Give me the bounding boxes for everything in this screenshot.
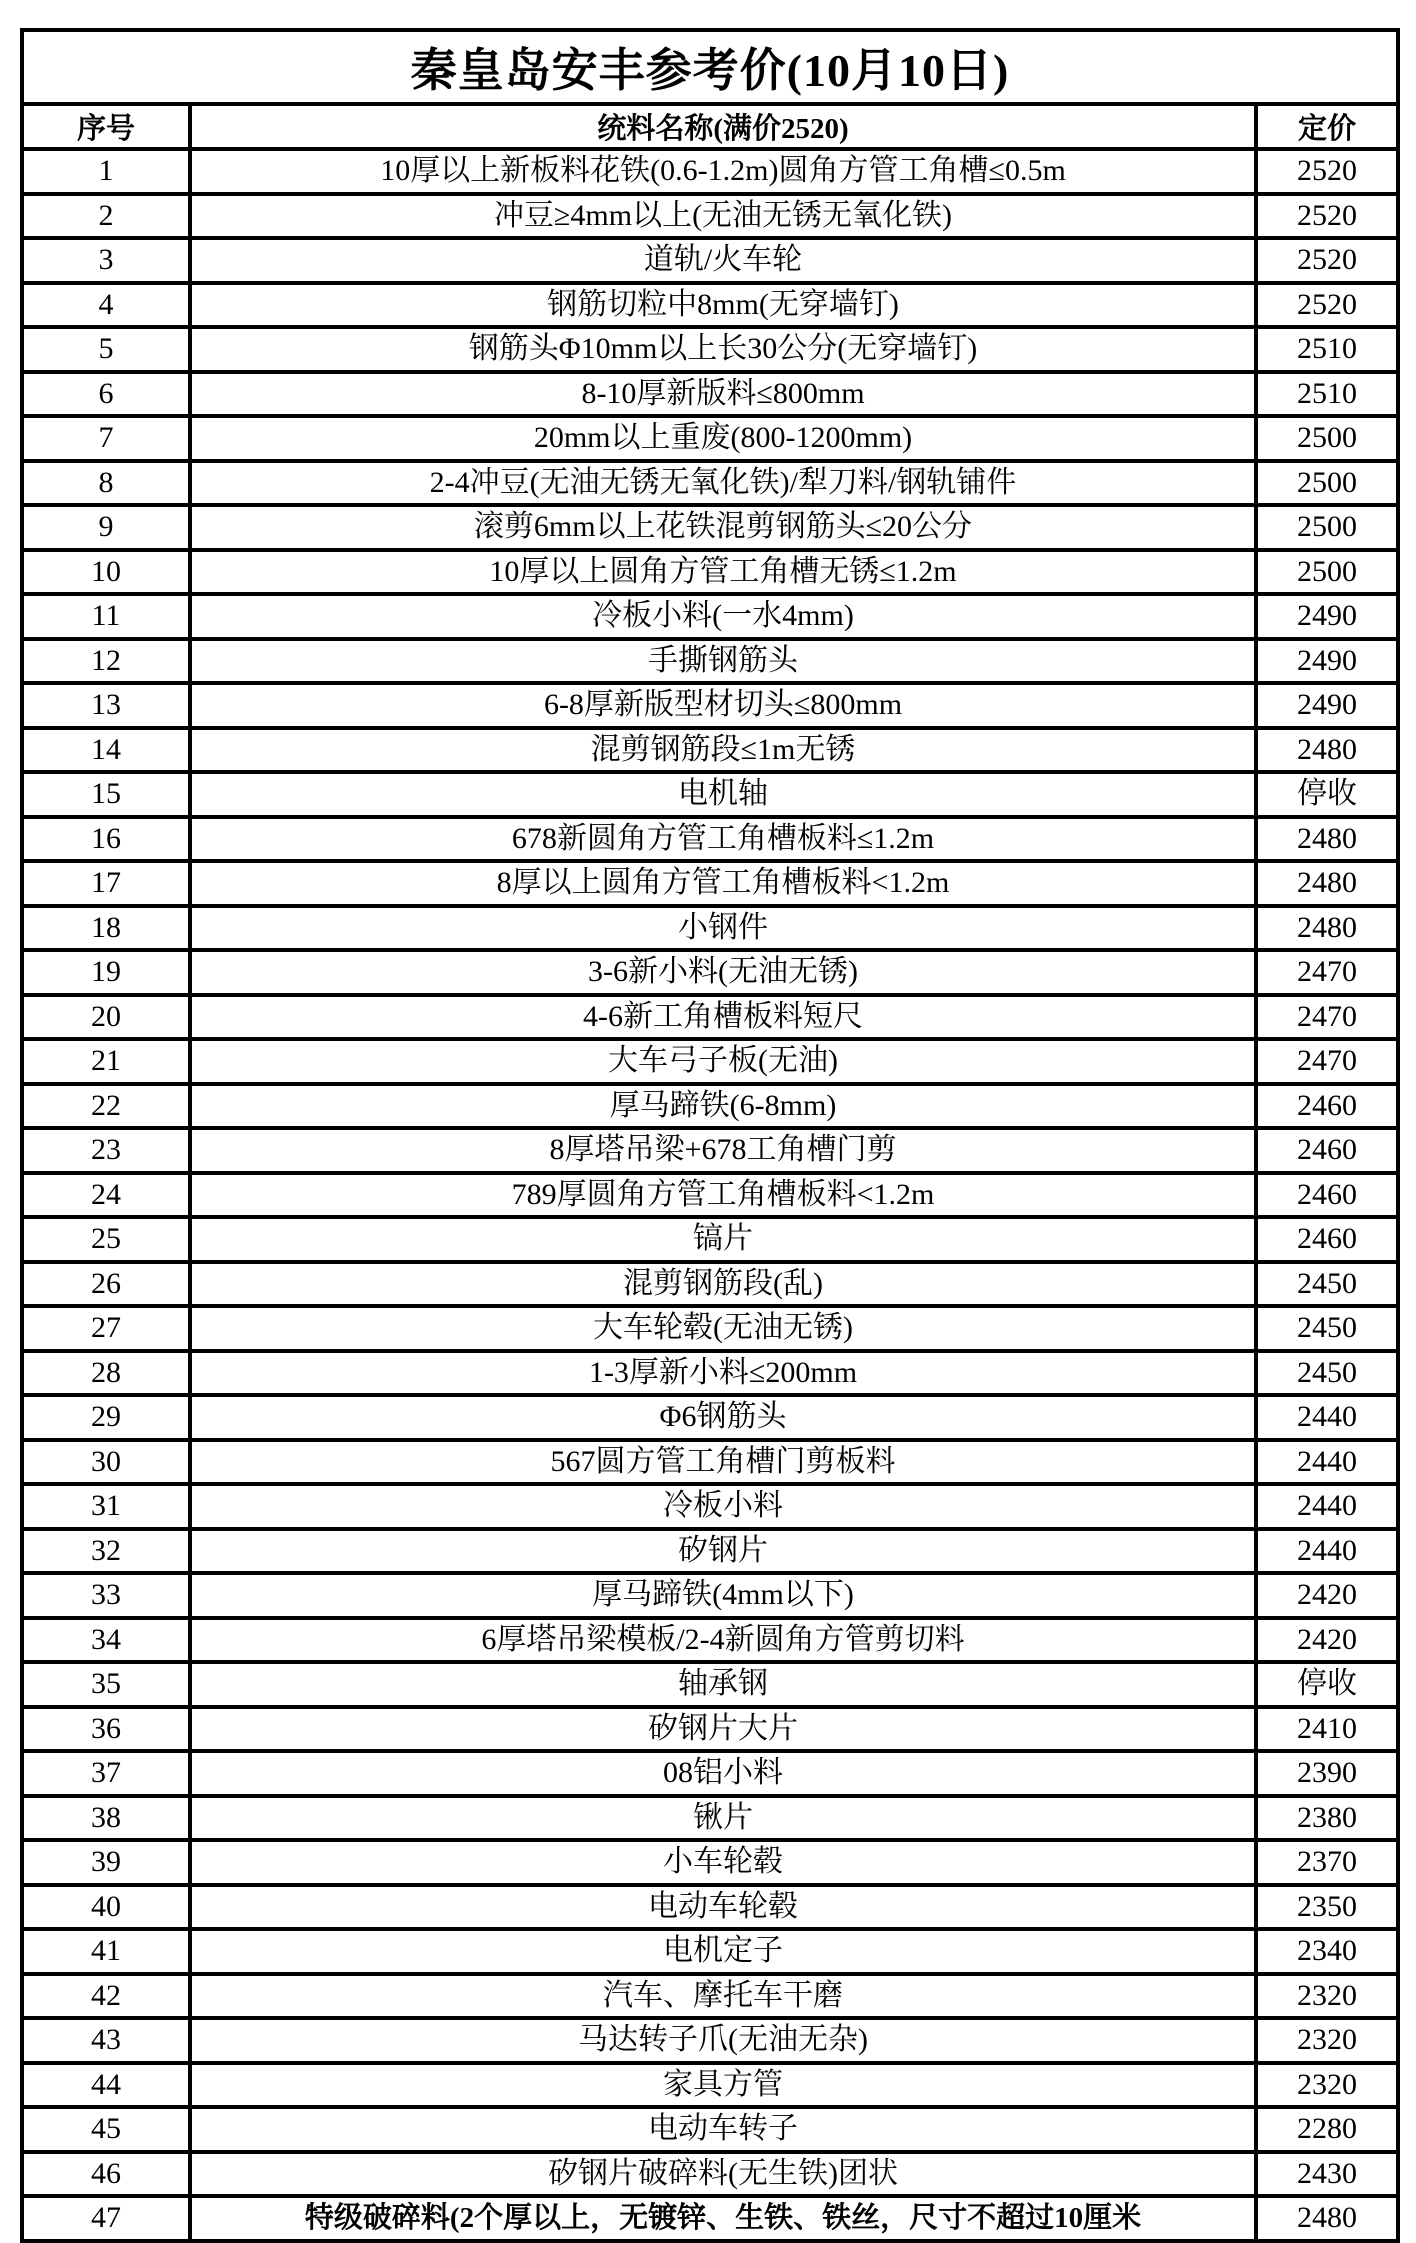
row-serial-number: 23 [22,1128,190,1173]
material-name: 镐片 [190,1217,1256,1262]
row-serial-number: 3 [22,238,190,283]
price-value: 停收 [1256,772,1398,817]
row-serial-number: 14 [22,728,190,773]
price-value: 2440 [1256,1484,1398,1529]
price-value: 2440 [1256,1440,1398,1485]
table-row [22,1351,1398,1396]
row-serial-number: 12 [22,639,190,684]
row-serial-number: 33 [22,1573,190,1618]
row-serial-number: 28 [22,1351,190,1396]
material-name: 大车轮毂(无油无锈) [190,1306,1256,1351]
price-value: 2430 [1256,2152,1398,2197]
column-header-price: 定价 [1256,104,1398,149]
price-value: 2450 [1256,1306,1398,1351]
row-serial-number: 43 [22,2018,190,2063]
material-name: 道轨/火车轮 [190,238,1256,283]
table-row [22,772,1398,817]
price-value: 2510 [1256,372,1398,417]
material-name: 钢筋头Φ10mm以上长30公分(无穿墙钉) [190,327,1256,372]
material-name: 混剪钢筋段(乱) [190,1262,1256,1307]
price-value: 2450 [1256,1351,1398,1396]
price-value: 2370 [1256,1840,1398,1885]
table-row [22,1929,1398,1974]
material-name: 6-8厚新版型材切头≤800mm [190,683,1256,728]
price-value: 2420 [1256,1618,1398,1663]
table-row [22,1840,1398,1885]
row-serial-number: 39 [22,1840,190,1885]
row-serial-number: 24 [22,1173,190,1218]
table-row [22,1217,1398,1262]
row-serial-number: 37 [22,1751,190,1796]
table-row [22,1974,1398,2019]
price-value: 2440 [1256,1529,1398,1574]
material-name: 轴承钢 [190,1662,1256,1707]
column-header-material-name: 统料名称(满价2520) [190,104,1256,149]
price-value: 停收 [1256,1662,1398,1707]
row-serial-number: 46 [22,2152,190,2197]
row-serial-number: 9 [22,505,190,550]
row-serial-number: 47 [22,2196,190,2241]
price-value: 2440 [1256,1395,1398,1440]
price-value: 2500 [1256,505,1398,550]
table-row [22,238,1398,283]
table-row [22,906,1398,951]
material-name: 手撕钢筋头 [190,639,1256,684]
row-serial-number: 45 [22,2107,190,2152]
price-value: 2340 [1256,1929,1398,1974]
price-table [20,28,1400,2243]
table-row [22,461,1398,506]
row-serial-number: 6 [22,372,190,417]
price-value: 2520 [1256,238,1398,283]
material-name: 厚马蹄铁(4mm以下) [190,1573,1256,1618]
table-row [22,1128,1398,1173]
table-row [22,1173,1398,1218]
price-value: 2480 [1256,817,1398,862]
price-value: 2390 [1256,1751,1398,1796]
material-name: 家具方管 [190,2063,1256,2108]
title-row [22,30,1398,104]
table-row [22,995,1398,1040]
row-serial-number: 19 [22,950,190,995]
material-name: 6厚塔吊梁模板/2-4新圆角方管剪切料 [190,1618,1256,1663]
price-value: 2320 [1256,2018,1398,2063]
row-serial-number: 13 [22,683,190,728]
price-value: 2350 [1256,1885,1398,1930]
table-row [22,283,1398,328]
table-row [22,1573,1398,1618]
table-row [22,149,1398,194]
table-row [22,1529,1398,1574]
table-row [22,372,1398,417]
price-value: 2490 [1256,639,1398,684]
row-serial-number: 18 [22,906,190,951]
price-value: 2460 [1256,1084,1398,1129]
material-name: 4-6新工角槽板料短尺 [190,995,1256,1040]
row-serial-number: 31 [22,1484,190,1529]
row-serial-number: 35 [22,1662,190,1707]
price-value: 2450 [1256,1262,1398,1307]
table-row [22,1039,1398,1084]
table-row [22,1885,1398,1930]
price-value: 2500 [1256,550,1398,595]
price-value: 2470 [1256,1039,1398,1084]
column-header-serial: 序号 [22,104,190,149]
price-value: 2500 [1256,461,1398,506]
table-row [22,1751,1398,1796]
price-value: 2410 [1256,1707,1398,1752]
material-name: 钢筋切粒中8mm(无穿墙钉) [190,283,1256,328]
row-serial-number: 34 [22,1618,190,1663]
row-serial-number: 16 [22,817,190,862]
table-row [22,2063,1398,2108]
row-serial-number: 7 [22,416,190,461]
material-name: 08铝小料 [190,1751,1256,1796]
material-name: 马达转子爪(无油无杂) [190,2018,1256,2063]
row-serial-number: 44 [22,2063,190,2108]
row-serial-number: 8 [22,461,190,506]
table-row [22,728,1398,773]
material-name: 789厚圆角方管工角槽板料<1.2m [190,1173,1256,1218]
row-serial-number: 2 [22,194,190,239]
material-name: 汽车、摩托车干磨 [190,1974,1256,2019]
row-serial-number: 11 [22,594,190,639]
table-row [22,194,1398,239]
table-row [22,505,1398,550]
price-table-body [22,149,1398,2241]
row-serial-number: 41 [22,1929,190,1974]
material-name: 678新圆角方管工角槽板料≤1.2m [190,817,1256,862]
table-row [22,327,1398,372]
price-value: 2520 [1256,283,1398,328]
price-value: 2510 [1256,327,1398,372]
material-name: 冷板小料(一水4mm) [190,594,1256,639]
price-value: 2320 [1256,1974,1398,2019]
material-name: 567圆方管工角槽门剪板料 [190,1440,1256,1485]
material-name: 8-10厚新版料≤800mm [190,372,1256,417]
table-row [22,817,1398,862]
table-row [22,1306,1398,1351]
material-name: 10厚以上圆角方管工角槽无锈≤1.2m [190,550,1256,595]
row-serial-number: 21 [22,1039,190,1084]
material-name: 矽钢片 [190,1529,1256,1574]
row-serial-number: 25 [22,1217,190,1262]
row-serial-number: 1 [22,149,190,194]
table-row [22,2196,1398,2241]
row-serial-number: 5 [22,327,190,372]
material-name: 小车轮毂 [190,1840,1256,1885]
table-row [22,1395,1398,1440]
table-row [22,1262,1398,1307]
price-value: 2470 [1256,950,1398,995]
table-row [22,594,1398,639]
row-serial-number: 30 [22,1440,190,1485]
page-title: 秦皇岛安丰参考价(10月10日) [22,30,1398,104]
table-row [22,1484,1398,1529]
price-value: 2490 [1256,594,1398,639]
table-row [22,550,1398,595]
table-row [22,1662,1398,1707]
table-row [22,1440,1398,1485]
row-serial-number: 22 [22,1084,190,1129]
material-name: 冲豆≥4mm以上(无油无锈无氧化铁) [190,194,1256,239]
price-value: 2520 [1256,194,1398,239]
material-name: 锹片 [190,1796,1256,1841]
price-value: 2480 [1256,906,1398,951]
row-serial-number: 20 [22,995,190,1040]
table-row [22,1618,1398,1663]
header-row [22,104,1398,149]
row-serial-number: 29 [22,1395,190,1440]
material-name: 2-4冲豆(无油无锈无氧化铁)/犁刀料/钢轨铺件 [190,461,1256,506]
material-name: 1-3厚新小料≤200mm [190,1351,1256,1396]
material-name: 20mm以上重废(800-1200mm) [190,416,1256,461]
material-name: 小钢件 [190,906,1256,951]
material-name: 混剪钢筋段≤1m无锈 [190,728,1256,773]
price-value: 2420 [1256,1573,1398,1618]
table-row [22,416,1398,461]
table-row [22,2018,1398,2063]
table-row [22,639,1398,684]
row-serial-number: 27 [22,1306,190,1351]
table-row [22,2107,1398,2152]
table-row [22,2152,1398,2197]
table-row [22,1796,1398,1841]
material-name: 电动车转子 [190,2107,1256,2152]
table-row [22,861,1398,906]
material-name: 矽钢片破碎料(无生铁)团状 [190,2152,1256,2197]
price-value: 2500 [1256,416,1398,461]
row-serial-number: 15 [22,772,190,817]
material-name: 电机定子 [190,1929,1256,1974]
material-name: 3-6新小料(无油无锈) [190,950,1256,995]
table-row [22,1084,1398,1129]
material-name: 电动车轮毂 [190,1885,1256,1930]
material-name: 10厚以上新板料花铁(0.6-1.2m)圆角方管工角槽≤0.5m [190,149,1256,194]
price-value: 2520 [1256,149,1398,194]
material-name: 矽钢片大片 [190,1707,1256,1752]
row-serial-number: 32 [22,1529,190,1574]
material-name: 厚马蹄铁(6-8mm) [190,1084,1256,1129]
row-serial-number: 17 [22,861,190,906]
row-serial-number: 26 [22,1262,190,1307]
row-serial-number: 42 [22,1974,190,2019]
row-serial-number: 10 [22,550,190,595]
material-name: Φ6钢筋头 [190,1395,1256,1440]
price-value: 2380 [1256,1796,1398,1841]
material-name: 8厚塔吊梁+678工角槽门剪 [190,1128,1256,1173]
price-value: 2460 [1256,1173,1398,1218]
row-serial-number: 38 [22,1796,190,1841]
price-value: 2280 [1256,2107,1398,2152]
material-name: 滚剪6mm以上花铁混剪钢筋头≤20公分 [190,505,1256,550]
material-name: 电机轴 [190,772,1256,817]
price-value: 2480 [1256,2196,1398,2241]
price-value: 2460 [1256,1217,1398,1262]
table-row [22,950,1398,995]
price-value: 2460 [1256,1128,1398,1173]
price-value: 2480 [1256,728,1398,773]
price-value: 2480 [1256,861,1398,906]
price-value: 2320 [1256,2063,1398,2108]
material-name: 冷板小料 [190,1484,1256,1529]
material-name: 大车弓子板(无油) [190,1039,1256,1084]
material-name: 8厚以上圆角方管工角槽板料<1.2m [190,861,1256,906]
table-row [22,1707,1398,1752]
table-row [22,683,1398,728]
row-serial-number: 40 [22,1885,190,1930]
material-name: 特级破碎料(2个厚以上，无镀锌、生铁、铁丝，尺寸不超过10厘米 [190,2196,1256,2241]
row-serial-number: 36 [22,1707,190,1752]
row-serial-number: 4 [22,283,190,328]
price-value: 2490 [1256,683,1398,728]
price-value: 2470 [1256,995,1398,1040]
